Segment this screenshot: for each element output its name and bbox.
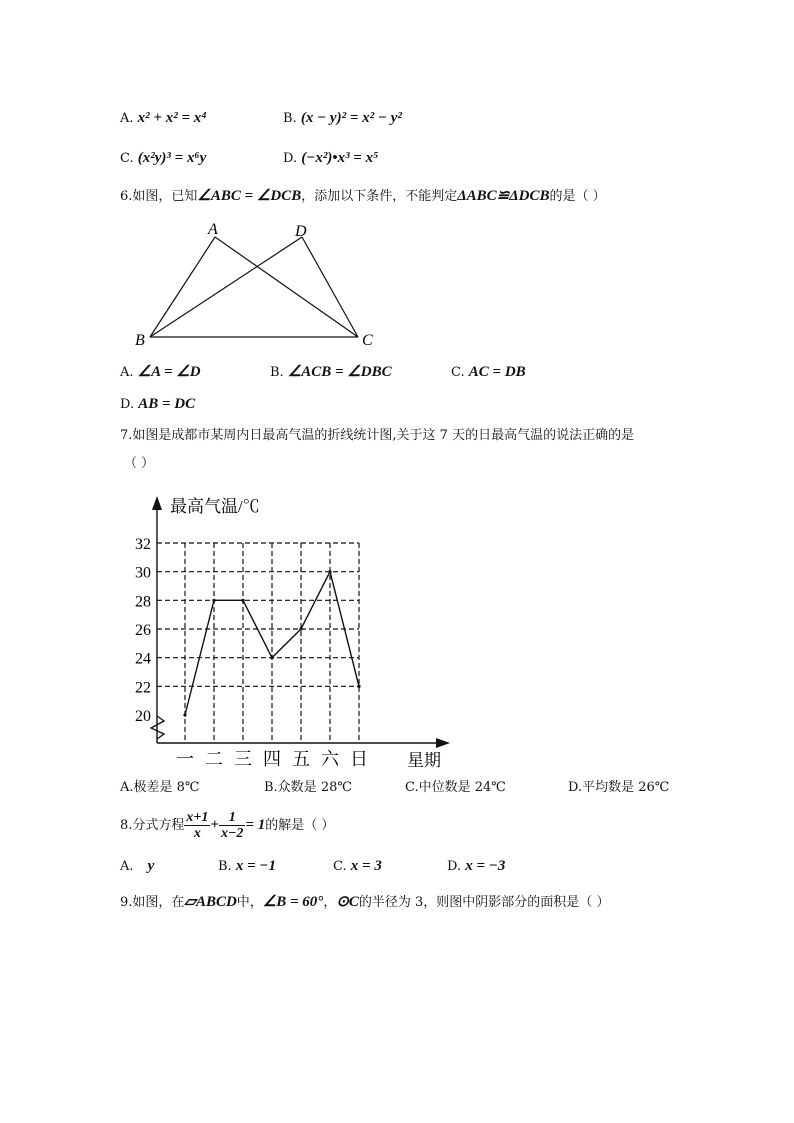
q8-option-a xyxy=(120,855,154,878)
x-tick-label: 三 xyxy=(234,749,252,769)
option-label: C. xyxy=(451,365,465,380)
data-point xyxy=(212,599,215,602)
stem-text: 9.如图，在 xyxy=(120,895,185,910)
stem-circle: ⊙C xyxy=(336,894,359,910)
q7-line-chart xyxy=(120,488,460,778)
fraction-1 xyxy=(184,810,210,841)
option-expression: (x − y)² = x² − y² xyxy=(300,110,402,126)
option-expression: ∠A = ∠D xyxy=(137,364,201,380)
fraction-denominator: x−2 xyxy=(220,826,244,841)
stem-condition: ∠ABC = ∠DCB xyxy=(197,188,302,204)
q6-option-d xyxy=(120,393,195,416)
option-label: B. xyxy=(283,111,297,126)
option-expression: ∠ACB = ∠DBC xyxy=(287,364,392,380)
plus-sign: + xyxy=(210,817,219,833)
option-expression: x = −3 xyxy=(465,858,506,874)
stem-text: 的半径为 3，则图中阴影部分的面积是（ ） xyxy=(358,895,610,910)
stem-parallelogram: ▱ABCD xyxy=(184,894,237,910)
data-point xyxy=(328,570,331,573)
y-tick-label: 32 xyxy=(135,536,151,553)
option-expression: x² + x² = x⁴ xyxy=(137,110,207,126)
data-point xyxy=(270,656,273,659)
q7-option-b: B.众数是 28℃ xyxy=(264,780,352,795)
y-tick-label: 26 xyxy=(135,622,151,639)
q8-option-d xyxy=(447,855,505,878)
x-axis-arrow xyxy=(436,738,450,748)
option-expression: (x²y)³ = x⁶y xyxy=(137,150,207,166)
stem-text: 8.分式方程 xyxy=(120,818,185,833)
option-label: B. xyxy=(218,859,232,874)
data-point xyxy=(299,627,302,630)
q6-option-c xyxy=(451,361,526,384)
fraction-numerator: 1 xyxy=(219,810,245,826)
y-axis-arrow xyxy=(152,496,162,510)
option-expression: (−x²)•x³ = x⁵ xyxy=(301,150,379,166)
option-label: A. xyxy=(120,365,134,380)
fraction-2 xyxy=(219,810,245,841)
option-expression: x = 3 xyxy=(350,858,382,874)
q7-option-a: A.极差是 8℃ xyxy=(120,780,200,795)
y-tick-label: 20 xyxy=(135,708,151,725)
q6-option-b xyxy=(270,361,392,384)
q6-option-a xyxy=(120,361,201,384)
q5-option-d xyxy=(283,147,378,170)
fraction-denominator: x xyxy=(193,826,201,841)
y-tick-label: 28 xyxy=(135,593,151,611)
option-label: A. xyxy=(120,111,134,126)
x-tick-label: 一 xyxy=(176,749,194,769)
option-label: C. xyxy=(120,151,134,166)
option-expression: x = −1 xyxy=(235,858,276,874)
y-axis-title: 最高气温/℃ xyxy=(170,497,260,516)
data-point xyxy=(357,685,360,688)
q5-option-a xyxy=(120,107,206,130)
y-tick-label: 30 xyxy=(135,564,151,582)
option-label: B. xyxy=(270,365,284,380)
q6-stem xyxy=(120,186,606,207)
stem-text: 中， xyxy=(236,895,263,910)
point-label-c: C xyxy=(362,332,373,349)
q8-option-c xyxy=(333,855,382,878)
x-tick-label: 二 xyxy=(205,749,223,769)
q8-stem xyxy=(120,810,334,841)
x-tick-label: 日 xyxy=(350,749,368,769)
q6-triangle-figure xyxy=(130,220,390,350)
x-tick-label: 五 xyxy=(292,749,310,769)
y-tick-label: 22 xyxy=(135,679,151,697)
option-label: C. xyxy=(333,859,347,874)
option-label: A. xyxy=(120,859,134,874)
option-label: D. xyxy=(283,151,298,166)
stem-text: 的解是（ ） xyxy=(265,818,335,833)
stem-text: 6.如图，已知 xyxy=(120,189,198,204)
option-expression: AC = DB xyxy=(468,364,526,380)
q7-stem: 7.如图是成都市某周内日最高气温的折线统计图,关于这 7 天的日最高气温的说法正确的是 xyxy=(120,428,635,443)
q9-stem xyxy=(120,892,609,913)
equals-one: = 1 xyxy=(245,817,266,833)
point-label-d: D xyxy=(295,223,307,240)
q5-option-b xyxy=(283,107,402,130)
stem-congruence: ΔABC≌ΔDCB xyxy=(457,188,550,204)
q7-option-d: D.平均数是 26℃ xyxy=(568,780,670,795)
stem-text: 的是（ ） xyxy=(549,189,606,204)
q8-option-b xyxy=(218,855,276,878)
x-tick-label: 六 xyxy=(321,749,339,769)
y-tick-label: 24 xyxy=(135,650,151,668)
option-expression: y xyxy=(147,858,155,874)
fraction-numerator: x+1 xyxy=(186,810,209,825)
option-expression: AB = DC xyxy=(138,396,196,412)
x-axis-title: 星期 xyxy=(407,751,441,770)
q7-stem-paren: （ ） xyxy=(124,456,155,471)
stem-angle: ∠B = 60° xyxy=(262,894,324,910)
q7-option-c: C.中位数是 24℃ xyxy=(405,780,506,795)
data-point xyxy=(241,599,244,602)
option-label: D. xyxy=(120,397,135,412)
point-label-a: A xyxy=(208,221,218,238)
point-label-b: B xyxy=(135,332,145,349)
option-label: D. xyxy=(447,859,462,874)
stem-text: ，添加以下条件，不能判定 xyxy=(301,189,458,204)
q5-option-c xyxy=(120,147,206,170)
stem-text: ， xyxy=(323,895,337,910)
x-tick-label: 四 xyxy=(263,749,281,769)
data-point xyxy=(183,713,186,716)
